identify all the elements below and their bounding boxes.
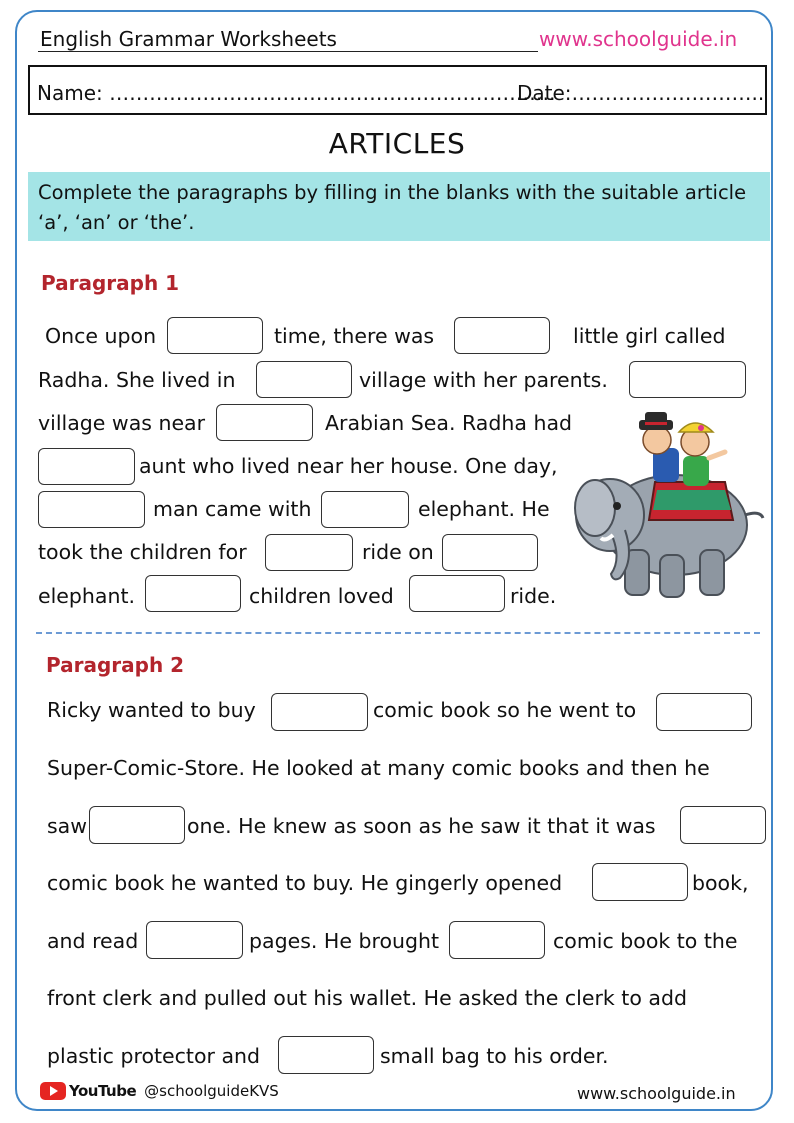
- p2-blank-3[interactable]: [89, 806, 185, 844]
- instruction-banner: Complete the paragraphs by filling in the blanks with the suitable article ‘a’, ‘an’ or ‘the’.: [28, 172, 770, 241]
- name-date-box: [28, 65, 767, 115]
- p1-blank-3[interactable]: [256, 361, 352, 398]
- p1-text: ride on: [362, 540, 434, 564]
- header-underline: [38, 51, 538, 52]
- p1-blank-8[interactable]: [321, 491, 409, 528]
- p1-blank-1[interactable]: [167, 317, 263, 354]
- p2-text: Ricky wanted to buy: [47, 698, 256, 722]
- p1-blank-11[interactable]: [145, 575, 241, 612]
- name-field[interactable]: Name: ………………………………………………………….: [37, 81, 556, 105]
- children-riding-elephant-illustration: [565, 410, 775, 610]
- p1-blank-5[interactable]: [216, 404, 313, 441]
- p2-blank-6[interactable]: [146, 921, 243, 959]
- p1-blank-12[interactable]: [409, 575, 505, 612]
- p2-blank-2[interactable]: [656, 693, 752, 731]
- p2-text: Super-Comic-Store. He looked at many comic books and then he: [47, 756, 710, 780]
- p2-text: comic book he wanted to buy. He gingerly opened: [47, 871, 563, 895]
- youtube-play-icon: [40, 1082, 66, 1100]
- p2-blank-4[interactable]: [680, 806, 766, 844]
- p2-text: book,: [692, 871, 749, 895]
- p2-text: comic book to the: [553, 929, 738, 953]
- section-divider: [36, 632, 760, 634]
- p1-blank-10[interactable]: [442, 534, 538, 571]
- p1-text: Radha. She lived in: [38, 368, 236, 392]
- p2-blank-5[interactable]: [592, 863, 688, 901]
- p1-text: time, there was: [274, 324, 435, 348]
- youtube-channel[interactable]: [40, 1082, 279, 1100]
- p2-text: comic book so he went to: [373, 698, 637, 722]
- youtube-handle: @schoolguideKVS: [144, 1082, 279, 1100]
- p1-text: little girl called: [573, 324, 726, 348]
- p1-text: village was near: [38, 411, 206, 435]
- p2-text: pages. He brought: [249, 929, 440, 953]
- paragraph-1-heading: Paragraph 1: [41, 271, 180, 295]
- p1-text: elephant. He: [418, 497, 550, 521]
- p1-blank-4[interactable]: [629, 361, 746, 398]
- p1-blank-9[interactable]: [265, 534, 353, 571]
- date-field[interactable]: Date:………………………..: [517, 81, 765, 105]
- p1-text: aunt who lived near her house. One day,: [139, 454, 558, 478]
- p2-text: small bag to his order.: [380, 1044, 609, 1068]
- p1-blank-7[interactable]: [38, 491, 145, 528]
- p1-blank-2[interactable]: [454, 317, 550, 354]
- paragraph-2-heading: Paragraph 2: [46, 653, 185, 677]
- p2-text: plastic protector and: [47, 1044, 261, 1068]
- footer-site-link[interactable]: www.schoolguide.in: [577, 1084, 736, 1103]
- p1-text: elephant.: [38, 584, 136, 608]
- youtube-wordmark: YouTube: [69, 1082, 137, 1100]
- p2-blank-7[interactable]: [449, 921, 545, 959]
- page-title: ARTICLES: [328, 127, 466, 160]
- p2-blank-1[interactable]: [271, 693, 368, 731]
- p1-text: ride.: [510, 584, 557, 608]
- p1-text: Once upon: [45, 324, 157, 348]
- p1-blank-6[interactable]: [38, 448, 135, 485]
- header-site-link[interactable]: www.schoolguide.in: [539, 27, 738, 51]
- p2-text: saw: [47, 814, 88, 838]
- p1-text: man came with: [153, 497, 312, 521]
- p2-text: one. He knew as soon as he saw it that it was: [187, 814, 656, 838]
- p2-blank-8[interactable]: [278, 1036, 374, 1074]
- worksheet-series-title: English Grammar Worksheets: [40, 27, 337, 51]
- p2-text: front clerk and pulled out his wallet. He asked the clerk to add: [47, 986, 687, 1010]
- p1-text: Arabian Sea. Radha had: [325, 411, 573, 435]
- p1-text: took the children for: [38, 540, 247, 564]
- p1-text: village with her parents.: [359, 368, 608, 392]
- p1-text: children loved: [249, 584, 394, 608]
- p2-text: and read: [47, 929, 139, 953]
